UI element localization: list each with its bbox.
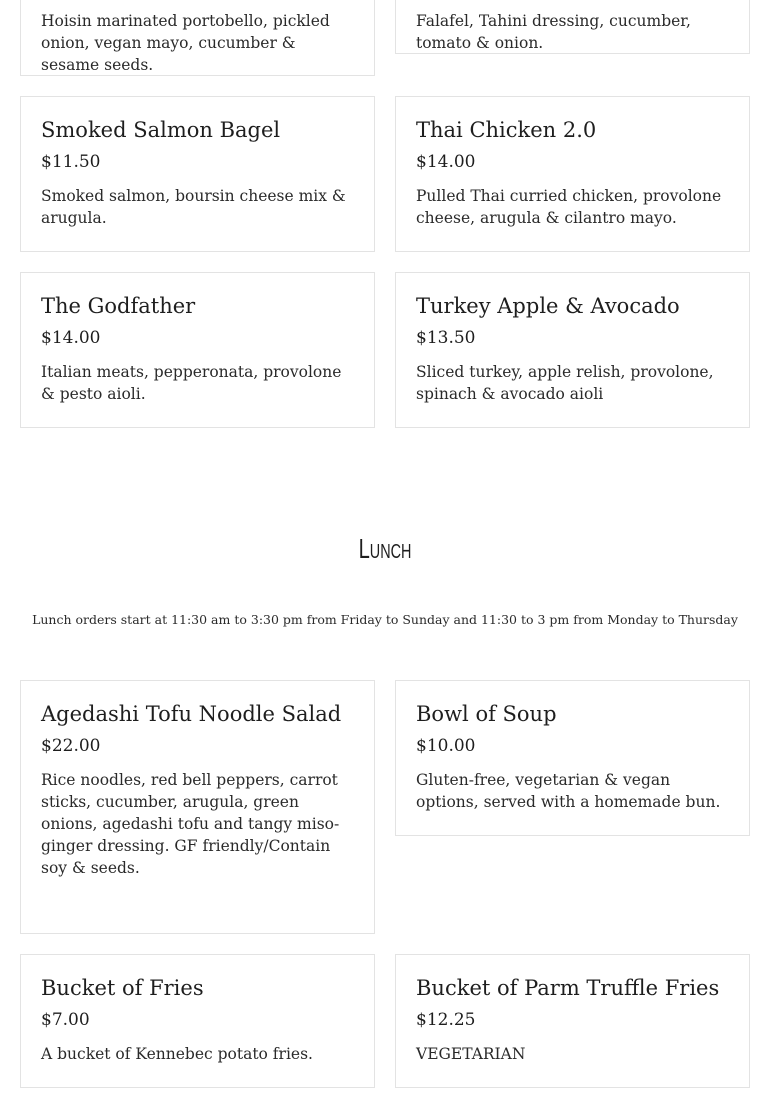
menu-item-card[interactable]: [20, 680, 375, 934]
menu-item-description: Rice noodles, red bell peppers, carrot sticks, cucumber, arugula, green onions, agedashi tofu and tangy miso-ginger dressing. GF friendly/Contain soy & seeds.: [41, 771, 340, 877]
menu-item-description: Hoisin marinated portobello, pickled onion, vegan mayo, cucumber & sesame seeds.: [41, 12, 330, 74]
menu-item-card[interactable]: [395, 954, 750, 1088]
menu-item-price: $14.00: [416, 152, 476, 172]
menu-item-name: Smoked Salmon Bagel: [41, 118, 281, 142]
menu-item-name: Turkey Apple & Avocado: [416, 294, 680, 318]
menu-item-price: $11.50: [41, 152, 101, 172]
menu-item-price: $14.00: [41, 328, 101, 348]
menu-item-card[interactable]: [395, 0, 750, 54]
menu-item-description: Gluten-free, vegetarian & vegan options, served with a homemade bun.: [416, 771, 721, 811]
section-title: Lunch: [358, 533, 412, 564]
section-subtitle: Lunch orders start at 11:30 am to 3:30 pm from Friday to Sunday and 11:30 to 3 pm from Monday to Thursday: [32, 612, 738, 627]
menu-item-card[interactable]: [20, 272, 375, 428]
menu-item-description: Falafel, Tahini dressing, cucumber, tomato & onion.: [416, 12, 691, 52]
menu-item-card[interactable]: [20, 954, 375, 1088]
menu-item-description: Pulled Thai curried chicken, provolone cheese, arugula & cilantro mayo.: [416, 187, 722, 227]
menu-item-name: Bowl of Soup: [416, 702, 557, 726]
menu-item-price: $10.00: [416, 736, 476, 756]
menu-item-description: Italian meats, pepperonata, provolone & pesto aioli.: [41, 363, 342, 403]
menu-item-price: $13.50: [416, 328, 476, 348]
menu-item-name: The Godfather: [41, 294, 196, 318]
menu-item-name: Agedashi Tofu Noodle Salad: [41, 702, 342, 726]
menu-item-card[interactable]: [20, 96, 375, 252]
menu-item-card[interactable]: [395, 680, 750, 836]
menu-item-price: $12.25: [416, 1010, 476, 1030]
menu-item-name: Thai Chicken 2.0: [416, 118, 597, 142]
menu-item-description: Sliced turkey, apple relish, provolone, spinach & avocado aioli: [416, 363, 714, 403]
menu-item-description: Smoked salmon, boursin cheese mix & arugula.: [41, 187, 346, 227]
menu-item-name: Bucket of Fries: [41, 976, 204, 1000]
menu-item-card[interactable]: [395, 96, 750, 252]
menu-item-price: $7.00: [41, 1010, 90, 1030]
menu-item-description: A bucket of Kennebec potato fries.: [41, 1045, 313, 1063]
menu-item-card[interactable]: [395, 272, 750, 428]
menu-item-price: $22.00: [41, 736, 101, 756]
menu-item-card[interactable]: [20, 0, 375, 76]
menu-item-description: VEGETARIAN: [416, 1045, 526, 1063]
menu-item-name: Bucket of Parm Truffle Fries: [416, 976, 720, 1000]
